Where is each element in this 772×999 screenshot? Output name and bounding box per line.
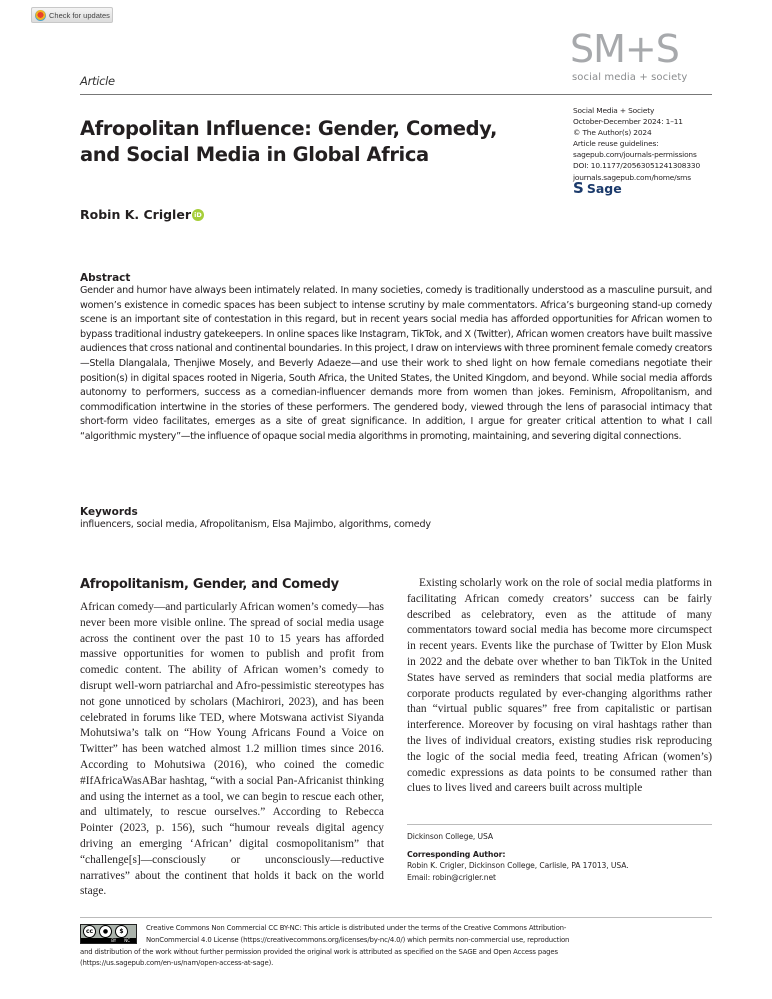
title-line: and Social Media in Global Africa (80, 143, 429, 166)
journal-logo-subtitle: social media + society (572, 72, 688, 83)
corresponding-address: Robin K. Crigler, Dickinson College, Carlisle, PA 17013, USA. (407, 861, 629, 870)
author-line (80, 207, 204, 222)
license-block (80, 923, 720, 970)
cc-circle-icon: cc (83, 925, 96, 938)
author-footnotes (407, 831, 712, 883)
issue-info: October-December 2024: 1–11 (573, 117, 683, 127)
check-for-updates-button[interactable] (31, 7, 113, 23)
section-heading: Afropolitanism, Gender, and Comedy (80, 577, 339, 592)
body-paragraph: African comedy—and particularly African women’s comedy—has never been more visible online. The spread of social media usage across the continent over the past 10 to 15 years has afforded massive opportunities for women to publish and profit from comedic content. The ability of African women’s comedy to disrupt well-worn patriarchal and Afro-pessimistic stereotypes has not gone unnoticed by scholars (Machirori, 2023), and has been celebrated in forums like TED, where Motswana activist Siyanda Mohutsiwa’s talk on “How Young Africans Found a Voice on Twitter” has been watched almost 1.2 million times since 2016. According to Mohutsiwa (2016), who coined the comedic #IfAfricaWasABar hashtag, “with a social Pan-Africanist thinking and using the internet as a tool, we can begin to rescue each other, and ultimately, to rescue ourselves.” According to Rebecca Pointer (2023, p. 156), such “humour reveals digital agency driving an emerging ‘African’ digital cosmopolitanism” that “challenge[s]—consciously or unconsciously—reductive narratives” about the continent that holds it back on the world stage. (80, 601, 384, 898)
corresponding-author-heading: Corresponding Author: (407, 849, 506, 859)
publisher-logo (573, 181, 622, 196)
journal-metadata (573, 105, 700, 183)
keywords-heading: Keywords (80, 506, 138, 518)
reuse-guidelines-label: Article reuse guidelines: (573, 139, 659, 149)
doi-link[interactable]: DOI: 10.1177/20563051241308330 (573, 161, 701, 171)
abstract-heading: Abstract (80, 272, 131, 284)
journal-name: Social Media + Society (573, 106, 655, 115)
left-column (80, 576, 384, 900)
footnote-divider (407, 824, 712, 825)
body-paragraph: Existing scholarly work on the role of social media platforms in facilitating African comedy creators’ success can be fairly described as celebratory, even as the attitude of many commentators toward social media has become more circumspect in recent years. Events like the purchase of Twitter by Elon Musk in 2022 and the debate over whether to ban TikTok in the United States have served as reminders that social media platforms are corporate products regulated by ever-changing algorithms rather than “virtual public squares” free from capitalistic or partisan interference. Moreover by focusing on viral hashtags rather than the lives of individual creators, existing studies risk reproducing the logic of the social media feed, treating African (women’s) comedic expressions as data points to be consumed rather than clues to lives lived and careers built across multiple (407, 577, 712, 795)
header-divider (80, 94, 712, 95)
title-line: Afropolitan Influence: Gender, Comedy, (80, 117, 497, 140)
license-divider (80, 917, 712, 918)
journal-home-link[interactable]: journals.sagepub.com/home/sms (573, 172, 691, 182)
orcid-icon[interactable]: iD (192, 209, 204, 221)
journal-logo: SM+S (570, 27, 679, 71)
affiliation: Dickinson College, USA (407, 832, 493, 841)
keywords-text: influencers, social media, Afropolitanism, Elsa Majimbo, algorithms, comedy (80, 519, 431, 530)
sage-s-icon: S (573, 179, 584, 197)
abstract-section (80, 272, 712, 445)
license-line: (https://us.sagepub.com/en-us/nam/open-access-at-sage). (80, 959, 274, 968)
crossmark-icon (35, 10, 46, 21)
nc-label: NC (124, 938, 130, 943)
attribution-icon: ● (99, 925, 112, 938)
article-title (80, 116, 550, 168)
article-type-label: Article (80, 74, 115, 88)
license-line: and distribution of the work without further permission provided the original work is attributed as specified on the SAGE and Open Access pages (80, 947, 558, 956)
abstract-text: Gender and humor have always been intimately related. In many societies, comedy is traditionally understood as a masculine pursuit, and women’s existence in comedic spaces has been subject to intense scrutiny by male commentators. Africa’s burgeoning stand-up comedy scene is an important site of contestation in this regard, but in recent years social media has afforded opportunities for African women to bypass traditional industry gatekeepers. In online spaces like Instagram, TikTok, and X (Twitter), African women creators have built massive audiences that cross national and continental boundaries. In this project, I draw on interviews with three prominent female comedy creators—Stella Dlangalala, Thenjiwe Mosely, and Beverly Adaeze—and use their work to shed light on how female comedians negotiate their position(s) in digital spaces rooted in Nigeria, South Africa, the United States, the United Kingdom, and beyond. While social media affords autonomy to performers, success as a comedian-influencer demands more from women than jokes. Feminism, Afropolitanism, and commodification intertwine in the stories of these performers. The gendered body, viewed through the lens of parasocial intimacy that short-form video facilitates, emerges as a site of great significance. In addition, I argue for greater critical attention to what I call “algorithmic mystery”—the influence of opaque social media algorithms in promoting, maintaining, and severing digital connections. (80, 285, 712, 442)
publisher-name: Sage (586, 181, 622, 196)
author-email[interactable]: Email: robin@crigler.net (407, 872, 496, 882)
noncommercial-icon: $ (115, 925, 128, 938)
author-name: Robin K. Crigler (80, 207, 191, 222)
permissions-link[interactable]: sagepub.com/journals-permissions (573, 150, 697, 160)
copyright: © The Author(s) 2024 (573, 128, 652, 138)
license-line: NonCommercial 4.0 License (https://creativecommons.org/licenses/by-nc/4.0/) which permits non-commercial use, reproduction (146, 935, 570, 944)
right-column (407, 576, 712, 797)
by-label: BY (111, 938, 117, 943)
check-for-updates-label: Check for updates (49, 10, 110, 20)
keywords-section (80, 506, 712, 532)
license-line: Creative Commons Non Commercial CC BY-NC: This article is distributed under the terms of the Creative Commons Attribution- (146, 924, 567, 932)
cc-by-nc-icon[interactable] (80, 924, 137, 944)
